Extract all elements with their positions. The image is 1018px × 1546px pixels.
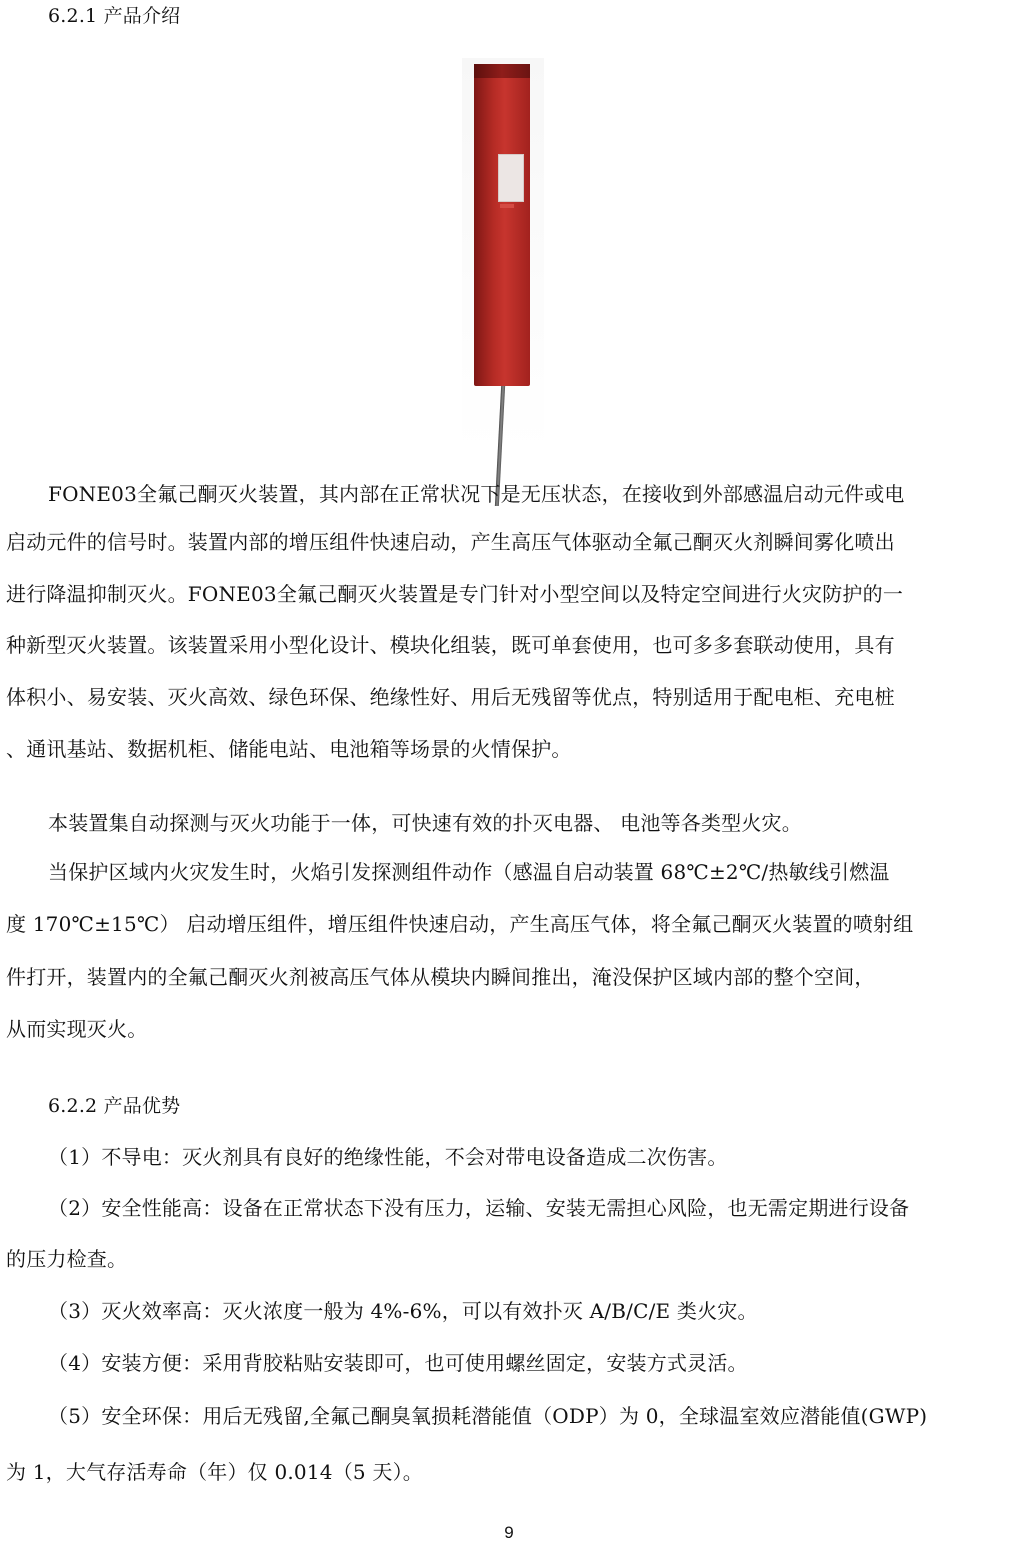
page-number: 9 xyxy=(504,1523,514,1542)
advantage-item: 的压力检查。 xyxy=(6,1247,128,1271)
advantage-item: 为 1，大气存活寿命（年）仅 0.014（5 天）。 xyxy=(6,1460,423,1484)
protect-line: 度 170℃±15℃） 启动增压组件，增压组件快速启动，产生高压气体，将全氟己酮灭火装置的喷射组 xyxy=(6,912,914,936)
product-image xyxy=(462,58,544,454)
intro-line: 种新型灭火装置。该装置采用小型化设计、模块化组装，既可单套使用，也可多多套联动使用，具有 xyxy=(6,633,895,657)
advantage-item: （5）安全环保：用后无残留,全氟己酮臭氧损耗潜能值（ODP）为 0，全球温室效应潜能值(GWP) xyxy=(48,1404,928,1428)
advantage-item: （1）不导电：灭火剂具有良好的绝缘性能，不会对带电设备造成二次伤害。 xyxy=(48,1145,728,1169)
advantage-item: （4）安装方便：采用背胶粘贴安装即可，也可使用螺丝固定，安装方式灵活。 xyxy=(48,1351,748,1375)
intro-line: 体积小、易安装、灭火高效、绿色环保、绝缘性好、用后无残留等优点，特别适用于配电柜、充电桩 xyxy=(6,685,895,709)
section-heading-622: 6.2.2 产品优势 xyxy=(48,1095,181,1117)
intro-line: 启动元件的信号时。装置内部的增压组件快速启动，产生高压气体驱动全氟己酮灭火剂瞬间雾化喷出 xyxy=(6,530,895,554)
protect-line: 当保护区域内火灾发生时，火焰引发探测组件动作（感温自启动装置 68℃±2℃/热敏线引燃温 xyxy=(48,860,890,884)
intro-line: FONE03全氟己酮灭火装置，其内部在正常状况下是无压状态，在接收到外部感温启动元件或电 xyxy=(48,482,905,506)
auto-detect-line: 本装置集自动探测与灭火功能于一体，可快速有效的扑灭电器、 电池等各类型火灾。 xyxy=(48,811,802,835)
advantage-item: （2）安全性能高：设备在正常状态下没有压力，运输、安装无需担心风险，也无需定期进行设备 xyxy=(48,1196,910,1220)
intro-line: 进行降温抑制灭火。FONE03全氟己酮灭火装置是专门针对小型空间以及特定空间进行火灾防护的一 xyxy=(6,582,904,606)
section-heading-621: 6.2.1 产品介绍 xyxy=(48,5,181,27)
advantage-item: （3）灭火效率高：灭火浓度一般为 4%-6%，可以有效扑灭 A/B/C/E 类火灾。 xyxy=(48,1299,758,1323)
protect-line: 从而实现灭火。 xyxy=(6,1017,148,1041)
intro-line: 、通讯基站、数据机柜、储能电站、电池箱等场景的火情保护。 xyxy=(6,737,572,761)
protect-line: 件打开，装置内的全氟己酮灭火剂被高压气体从模块内瞬间推出，淹没保护区域内部的整个空间， xyxy=(6,965,875,989)
